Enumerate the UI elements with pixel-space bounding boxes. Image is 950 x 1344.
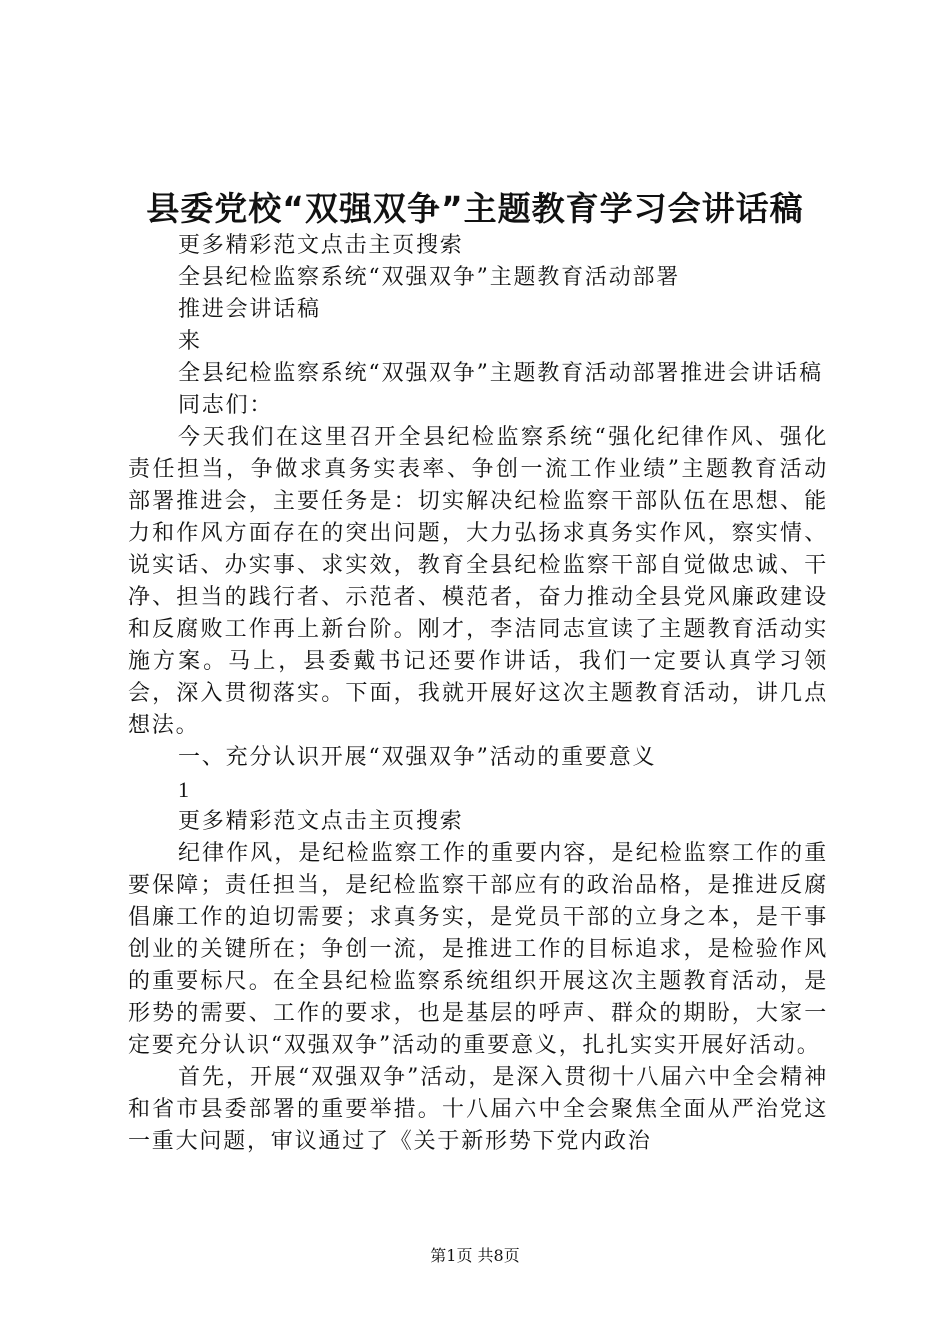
document-title: 县委党校“双强双争”主题教育学习会讲话稿 xyxy=(146,189,804,228)
salutation: 同志们： xyxy=(178,393,274,418)
promo-line-2: 更多精彩范文点击主页搜索 xyxy=(178,809,464,834)
subtitle-line-2: 推进会讲话稿 xyxy=(178,297,321,322)
source-line: 来 xyxy=(178,329,202,354)
paragraph-first-point: 首先，开展“双强双争”活动，是深入贯彻十八届六中全会精神和省市县委部署的重要举措。十八届六中全会聚焦全面从严治党这一重大问题，审议通过了《关于新形势下党内政治 xyxy=(128,1065,828,1154)
page-number-marker: 1 xyxy=(178,777,191,802)
promo-line: 更多精彩范文点击主页搜索 xyxy=(178,233,464,258)
paragraph-significance: 纪律作风，是纪检监察工作的重要内容，是纪检监察工作的重要保障；责任担当，是纪检监察干部应有的政治品格，是推进反腐倡廉工作的迫切需要；求真务实，是党员干部的立身之本，是干事创业的关键所在；争创一流，是推进工作的目标追求，是检验作风的重要标尺。在全县纪检监察系统组织开展这次主题教育活动，是形势的需要、工作的要求，也是基层的呼声、群众的期盼，大家一定要充分认识“双强双争”活动的重要意义，扎扎实实开展好活动。 xyxy=(128,841,828,1058)
document-body xyxy=(128,230,828,1158)
page-footer: 第1页 共8页 xyxy=(430,1246,520,1265)
section-heading-1: 一、充分认识开展“双强双争”活动的重要意义 xyxy=(178,745,657,770)
subtitle-line-1: 全县纪检监察系统“双强双争”主题教育活动部署 xyxy=(178,265,681,290)
speech-heading: 全县纪检监察系统“双强双争”主题教育活动部署推进会讲话稿 xyxy=(178,361,823,386)
paragraph-intro: 今天我们在这里召开全县纪检监察系统“强化纪律作风、强化责任担当，争做求真务实表率、争创一流工作业绩”主题教育活动部署推进会，主要任务是：切实解决纪检监察干部队伍在思想、能力和作风方面存在的突出问题，大力弘扬求真务实作风，察实情、说实话、办实事、求实效，教育全县纪检监察干部自觉做忠诚、干净、担当的践行者、示范者、模范者，奋力推动全县党风廉政建设和反腐败工作再上新台阶。刚才，李洁同志宣读了主题教育活动实施方案。马上，县委戴书记还要作讲话，我们一定要认真学习领会，深入贯彻落实。下面，我就开展好这次主题教育活动，讲几点想法。 xyxy=(128,425,828,738)
